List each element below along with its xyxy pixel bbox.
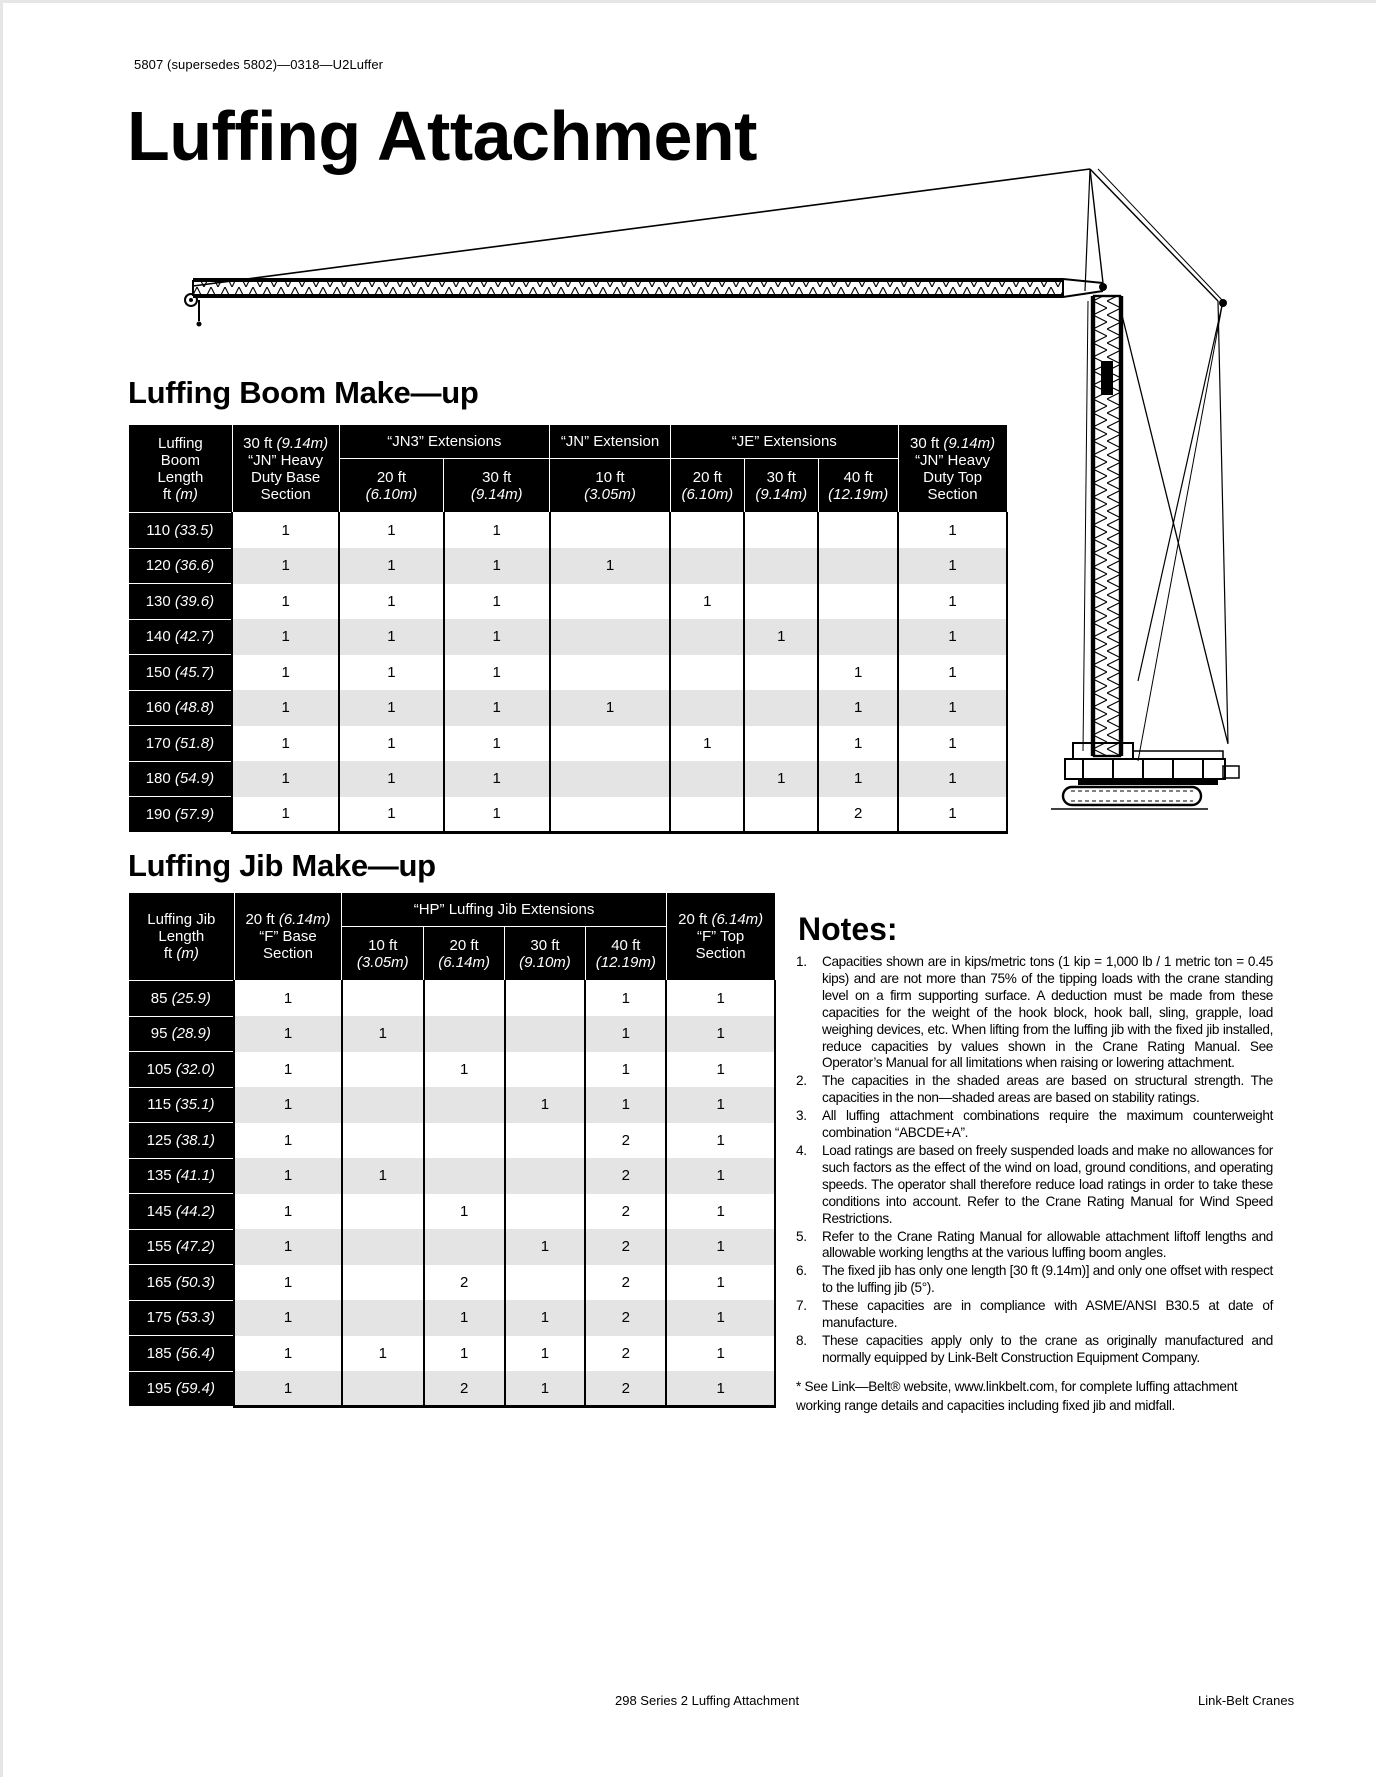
table-cell: 1: [234, 1052, 342, 1088]
table-cell: [424, 1016, 505, 1052]
table-cell: 1: [444, 761, 550, 797]
table-cell: 1: [424, 1336, 505, 1372]
table-cell: [818, 584, 898, 620]
table-cell: 2: [585, 1158, 666, 1194]
je-40ft-header: 40 ft (12.19m): [818, 459, 898, 513]
table-cell: 1: [232, 655, 339, 691]
table-cell: [342, 1194, 424, 1230]
table-cell: 1: [232, 690, 339, 726]
table-cell: 1: [339, 761, 444, 797]
table-row: [129, 726, 1008, 762]
table-row: [129, 761, 1008, 797]
table-cell: [744, 797, 818, 833]
note-item: 7. These capacities are in compliance with ASME/ANSI B30.5 at date of manufacture.: [796, 1298, 1273, 1331]
jn3-30ft-header: 30 ft (9.14m): [444, 459, 550, 513]
website-note: * See Link—Belt® website, www.linkbelt.com, for complete luffing attachment working range details and capacities including fixed jib and midfall.: [796, 1378, 1238, 1413]
table-cell: 1: [232, 584, 339, 620]
boom-top-section-header: 30 ft (9.14m) “JN” Heavy Duty Top Section: [898, 425, 1007, 513]
table-cell: 1: [232, 726, 339, 762]
footer-brand: Link-Belt Cranes: [1198, 1693, 1295, 1708]
note-item: 5. Refer to the Crane Rating Manual for allowable attachment liftoff lengths and allowable working lengths at the various luffing boom angles.: [796, 1228, 1273, 1261]
je-extensions-header: “JE” Extensions: [670, 425, 898, 459]
hp-20ft-header: 20 ft (6.14m): [424, 927, 505, 981]
table-cell: [744, 548, 818, 584]
row-length-label: 85 (25.9): [129, 981, 235, 1017]
table-cell: 1: [234, 1300, 342, 1336]
hp-extensions-header: “HP” Luffing Jib Extensions: [342, 893, 666, 927]
table-cell: [342, 1371, 424, 1407]
table-cell: [670, 619, 744, 655]
table-cell: 1: [424, 1052, 505, 1088]
table-cell: 1: [339, 548, 444, 584]
table-cell: 2: [585, 1265, 666, 1301]
row-length-label: 135 (41.1): [129, 1158, 235, 1194]
table-cell: 2: [585, 1229, 666, 1265]
table-cell: 1: [666, 981, 775, 1017]
hp-10ft-header: 10 ft (3.05m): [342, 927, 424, 981]
table-cell: 1: [339, 584, 444, 620]
table-row: [129, 797, 1008, 833]
table-cell: 1: [585, 1052, 666, 1088]
row-length-label: 180 (54.9): [129, 761, 233, 797]
row-length-label: 155 (47.2): [129, 1229, 235, 1265]
table-cell: [505, 1158, 586, 1194]
table-row: [129, 981, 776, 1017]
jib-makeup-table: [128, 892, 776, 1408]
luffing-boom-lattice: [1092, 296, 1122, 756]
table-cell: 2: [424, 1371, 505, 1407]
table-cell: 1: [444, 797, 550, 833]
jib-length-header: Luffing Jib Length ft (m): [129, 893, 235, 981]
table-cell: 1: [585, 1016, 666, 1052]
table-cell: [550, 655, 671, 691]
note-item: 1. Capacities shown are in kips/metric tons (1 kip = 1,000 lb / 1 metric ton = 0.45 kips) and are not more than 75% of the tipping loads with the crane standing level on a firm supporting surface. A deduction must be made from these capacities for the weight of the hook block, hook ball, sling, grapple, load weighing devices, etc. When lifting from the luffing jib with the fixed jib installed, reduce capacities by values shown in the Crane Rating Manual. See Operator’s Manual for all limitations when raising or lowering attachment.: [796, 954, 1273, 1071]
table-cell: 1: [339, 726, 444, 762]
table-cell: 1: [234, 1194, 342, 1230]
table-row: [129, 1265, 776, 1301]
jn-10ft-header: 10 ft (3.05m): [550, 459, 671, 513]
table-cell: 1: [898, 690, 1007, 726]
table-row: [129, 690, 1008, 726]
row-length-label: 170 (51.8): [129, 726, 233, 762]
table-cell: 1: [818, 761, 898, 797]
table-cell: [342, 1300, 424, 1336]
table-cell: 1: [339, 690, 444, 726]
table-cell: 1: [666, 1265, 775, 1301]
row-length-label: 95 (28.9): [129, 1016, 235, 1052]
note-item: 2. The capacities in the shaded areas are based on structural strength. The capacities in the non—shaded areas are based on stability ratings.: [796, 1073, 1273, 1106]
table-cell: [424, 1158, 505, 1194]
table-cell: 1: [234, 1265, 342, 1301]
table-row: [129, 1016, 776, 1052]
table-cell: [670, 655, 744, 691]
table-cell: 2: [585, 1300, 666, 1336]
hp-30ft-header: 30 ft (9.10m): [505, 927, 586, 981]
table-row: [129, 1336, 776, 1372]
table-cell: [670, 761, 744, 797]
table-cell: 1: [444, 584, 550, 620]
table-cell: 1: [666, 1300, 775, 1336]
row-length-label: 175 (53.3): [129, 1300, 235, 1336]
table-cell: 1: [818, 655, 898, 691]
table-cell: 1: [505, 1229, 586, 1265]
table-cell: 1: [444, 513, 550, 549]
table-cell: 2: [818, 797, 898, 833]
jib-base-section-header: 20 ft (6.14m) “F” Base Section: [234, 893, 342, 981]
table-cell: 1: [898, 619, 1007, 655]
row-length-label: 145 (44.2): [129, 1194, 235, 1230]
table-row: [129, 655, 1008, 691]
boom-base-section-header: 30 ft (9.14m) “JN” Heavy Duty Base Section: [232, 425, 339, 513]
table-cell: 1: [339, 619, 444, 655]
table-cell: [550, 726, 671, 762]
table-cell: 1: [744, 761, 818, 797]
table-cell: 1: [818, 726, 898, 762]
table-cell: 1: [550, 690, 671, 726]
table-cell: 1: [444, 619, 550, 655]
je-30ft-header: 30 ft (9.14m): [744, 459, 818, 513]
table-cell: 1: [505, 1336, 586, 1372]
table-row: [129, 1052, 776, 1088]
table-cell: 1: [339, 655, 444, 691]
table-cell: [342, 1229, 424, 1265]
table-cell: [670, 690, 744, 726]
table-cell: 1: [444, 655, 550, 691]
table-row: [129, 1123, 776, 1159]
table-cell: 1: [232, 619, 339, 655]
row-length-label: 165 (50.3): [129, 1265, 235, 1301]
table-cell: [505, 1265, 586, 1301]
table-cell: 1: [666, 1371, 775, 1407]
table-cell: 1: [666, 1016, 775, 1052]
row-length-label: 185 (56.4): [129, 1336, 235, 1372]
notes-title: Notes:: [798, 911, 898, 947]
table-cell: [744, 513, 818, 549]
notes-section: [796, 954, 1273, 1415]
row-length-label: 190 (57.9): [129, 797, 233, 833]
table-row: [129, 1087, 776, 1123]
jn3-extensions-header: “JN3” Extensions: [339, 425, 550, 459]
table-cell: 2: [585, 1194, 666, 1230]
table-cell: [818, 513, 898, 549]
table-cell: 1: [666, 1123, 775, 1159]
row-length-label: 140 (42.7): [129, 619, 233, 655]
table-cell: 1: [898, 513, 1007, 549]
row-length-label: 115 (35.1): [129, 1087, 235, 1123]
table-cell: 1: [232, 797, 339, 833]
table-cell: 1: [666, 1052, 775, 1088]
table-cell: [342, 1052, 424, 1088]
table-cell: 1: [898, 797, 1007, 833]
table-cell: 2: [424, 1265, 505, 1301]
table-row: [129, 1300, 776, 1336]
jib-makeup-title: Luffing Jib Make—up: [128, 848, 436, 883]
table-cell: [505, 1123, 586, 1159]
table-cell: [342, 1087, 424, 1123]
luffing-jib-lattice: [193, 279, 1103, 297]
table-cell: 1: [505, 1371, 586, 1407]
jn3-20ft-header: 20 ft (6.10m): [339, 459, 444, 513]
table-cell: 1: [585, 981, 666, 1017]
boom-length-header: Luffing Boom Length ft (m): [129, 425, 233, 513]
table-cell: [818, 548, 898, 584]
table-cell: 1: [898, 761, 1007, 797]
table-cell: 1: [670, 726, 744, 762]
table-cell: 1: [670, 584, 744, 620]
table-cell: 1: [232, 548, 339, 584]
note-item: 8. These capacities apply only to the crane as originally manufactured and normally equipped by Link-Belt Construction Equipment Company.: [796, 1332, 1273, 1365]
table-cell: 1: [234, 1371, 342, 1407]
table-cell: [550, 513, 671, 549]
table-cell: 1: [585, 1087, 666, 1123]
table-cell: [550, 584, 671, 620]
table-cell: [744, 655, 818, 691]
table-cell: [424, 1087, 505, 1123]
footer-publication: 298 Series 2 Luffing Attachment: [615, 1693, 800, 1708]
table-cell: [550, 619, 671, 655]
table-cell: 2: [585, 1123, 666, 1159]
boom-makeup-title: Luffing Boom Make—up: [128, 375, 479, 410]
row-length-label: 195 (59.4): [129, 1371, 235, 1407]
table-cell: 1: [505, 1300, 586, 1336]
table-cell: [550, 797, 671, 833]
table-cell: [505, 981, 586, 1017]
table-cell: 1: [898, 548, 1007, 584]
table-cell: [670, 513, 744, 549]
note-item: 6. The fixed jib has only one length [30 ft (9.14m)] and only one offset with respect to the luffing jib (5°).: [796, 1263, 1273, 1296]
table-cell: [670, 797, 744, 833]
table-cell: 1: [550, 548, 671, 584]
table-cell: 1: [234, 981, 342, 1017]
table-row: [129, 584, 1008, 620]
page-title: Luffing Attachment: [127, 97, 757, 175]
table-cell: 1: [234, 1087, 342, 1123]
row-length-label: 125 (38.1): [129, 1123, 235, 1159]
table-cell: 2: [585, 1336, 666, 1372]
table-cell: [550, 761, 671, 797]
table-cell: [342, 981, 424, 1017]
table-cell: 1: [505, 1087, 586, 1123]
table-cell: [505, 1016, 586, 1052]
hp-40ft-header: 40 ft (12.19m): [585, 927, 666, 981]
table-cell: 1: [342, 1158, 424, 1194]
table-row: [129, 1194, 776, 1230]
row-length-label: 130 (39.6): [129, 584, 233, 620]
table-cell: 1: [818, 690, 898, 726]
table-cell: 1: [444, 726, 550, 762]
row-length-label: 110 (33.5): [129, 513, 233, 549]
table-cell: 1: [234, 1016, 342, 1052]
table-cell: 1: [666, 1194, 775, 1230]
table-row: [129, 1158, 776, 1194]
row-length-label: 120 (36.6): [129, 548, 233, 584]
je-20ft-header: 20 ft (6.10m): [670, 459, 744, 513]
table-cell: 1: [234, 1229, 342, 1265]
table-cell: [744, 726, 818, 762]
table-cell: [342, 1265, 424, 1301]
table-cell: 1: [234, 1123, 342, 1159]
row-length-label: 160 (48.8): [129, 690, 233, 726]
table-cell: 1: [444, 548, 550, 584]
table-row: [129, 619, 1008, 655]
crawler-tracks: [1051, 779, 1218, 809]
table-cell: 1: [898, 584, 1007, 620]
table-cell: 1: [234, 1158, 342, 1194]
table-cell: 1: [666, 1087, 775, 1123]
note-item: 4. Load ratings are based on freely suspended loads and make no allowances for such factors as the effect of the wind on load, ground conditions, and operating speeds. The operator shall therefore reduce load ratings in order to take these conditions into account. Refer to the Crane Rating Manual for Wind Speed Restrictions.: [796, 1142, 1273, 1226]
jn-extension-header: “JN” Extension: [550, 425, 671, 459]
note-item: 3. All luffing attachment combinations require the maximum counterweight combination “ABCDE+A”.: [796, 1108, 1273, 1141]
table-cell: 1: [666, 1336, 775, 1372]
table-cell: 1: [898, 726, 1007, 762]
table-cell: [505, 1194, 586, 1230]
table-cell: 1: [342, 1336, 424, 1372]
table-row: [129, 1229, 776, 1265]
table-cell: 1: [234, 1336, 342, 1372]
table-cell: [744, 690, 818, 726]
table-cell: 1: [666, 1229, 775, 1265]
boom-makeup-table: [128, 424, 1008, 834]
table-cell: 1: [342, 1016, 424, 1052]
table-cell: 1: [339, 797, 444, 833]
table-cell: 1: [424, 1300, 505, 1336]
table-cell: 1: [898, 655, 1007, 691]
table-cell: 1: [744, 619, 818, 655]
table-cell: 1: [424, 1194, 505, 1230]
table-cell: [424, 1123, 505, 1159]
document-code: 5807 (supersedes 5802)—0318—U2Luffer: [134, 57, 384, 72]
table-cell: [744, 584, 818, 620]
row-length-label: 105 (32.0): [129, 1052, 235, 1088]
table-cell: [818, 619, 898, 655]
table-cell: 1: [666, 1158, 775, 1194]
table-cell: [342, 1123, 424, 1159]
table-row: [129, 513, 1008, 549]
table-cell: [670, 548, 744, 584]
table-cell: 1: [339, 513, 444, 549]
table-row: [129, 1371, 776, 1407]
table-cell: [505, 1052, 586, 1088]
table-cell: 2: [585, 1371, 666, 1407]
table-cell: 1: [232, 513, 339, 549]
table-cell: [424, 1229, 505, 1265]
row-length-label: 150 (45.7): [129, 655, 233, 691]
table-cell: [424, 981, 505, 1017]
table-cell: 1: [444, 690, 550, 726]
table-cell: 1: [232, 761, 339, 797]
jib-top-section-header: 20 ft (6.14m) “F” Top Section: [666, 893, 775, 981]
table-row: [129, 548, 1008, 584]
